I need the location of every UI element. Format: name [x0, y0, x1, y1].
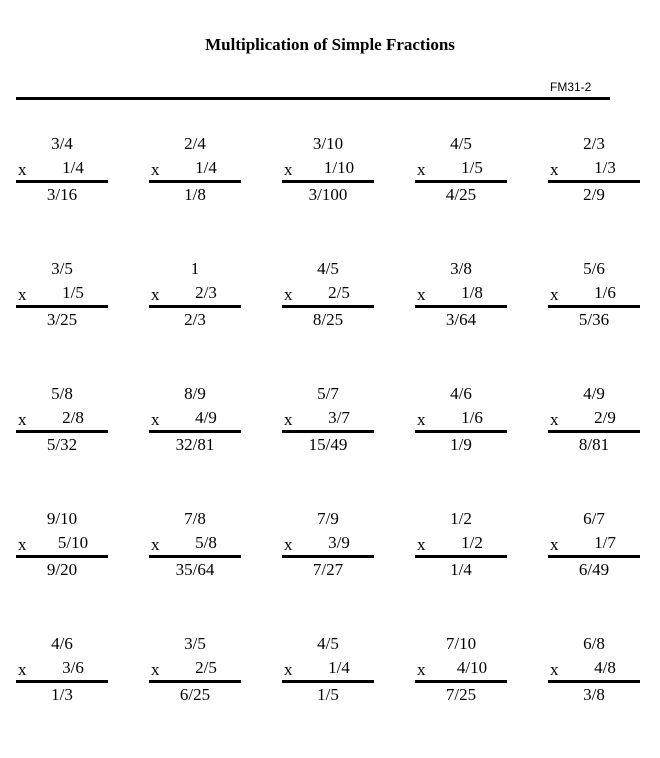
multiplier: 1/6: [461, 408, 483, 427]
answer-line: [415, 430, 507, 433]
times-sign: x: [417, 160, 426, 179]
problem: [282, 383, 374, 457]
problem: [282, 258, 374, 332]
answer-line: [415, 680, 507, 683]
multiplicand: 6/7: [583, 509, 605, 528]
multiplier: 1/2: [461, 533, 483, 552]
answer-line: [149, 680, 241, 683]
multiplier: 2/5: [328, 283, 350, 302]
answer-line: [149, 430, 241, 433]
problem: [415, 258, 507, 332]
times-sign: x: [550, 535, 559, 554]
times-sign: x: [417, 660, 426, 679]
answer-line: [548, 555, 640, 558]
multiplicand: 4/5: [450, 134, 472, 153]
multiplicand: 2/4: [184, 134, 206, 153]
answer-line: [282, 180, 374, 183]
answer-line: [282, 305, 374, 308]
problem: [16, 133, 108, 207]
answer: 3/16: [46, 185, 78, 204]
answer: 15/49: [308, 435, 348, 454]
answer-line: [548, 430, 640, 433]
times-sign: x: [151, 535, 160, 554]
times-sign: x: [284, 535, 293, 554]
times-sign: x: [18, 410, 27, 429]
problem: [548, 508, 640, 582]
times-sign: x: [151, 410, 160, 429]
answer: 5/32: [46, 435, 78, 454]
answer: 9/20: [46, 560, 78, 579]
multiplier: 4/8: [594, 658, 616, 677]
answer-line: [415, 555, 507, 558]
multiplicand: 7/10: [445, 634, 477, 653]
multiplicand: 3/5: [51, 259, 73, 278]
times-sign: x: [417, 285, 426, 304]
problem: [548, 133, 640, 207]
multiplier: 2/3: [195, 283, 217, 302]
multiplier: 5/10: [57, 533, 89, 552]
answer-line: [548, 305, 640, 308]
multiplier: 1/6: [594, 283, 616, 302]
multiplier: 2/5: [195, 658, 217, 677]
multiplier: 1/4: [195, 158, 217, 177]
problem: [415, 508, 507, 582]
multiplier: 1/8: [461, 283, 483, 302]
multiplier: 3/6: [62, 658, 84, 677]
multiplier: 1/3: [594, 158, 616, 177]
answer: 8/81: [578, 435, 610, 454]
answer: 7/27: [312, 560, 344, 579]
multiplicand: 8/9: [184, 384, 206, 403]
problem-row: [16, 258, 616, 383]
multiplier: 2/9: [594, 408, 616, 427]
problem: [548, 633, 640, 707]
problem-grid: [16, 133, 616, 758]
multiplier: 1/4: [328, 658, 350, 677]
multiplier: 1/5: [461, 158, 483, 177]
answer-line: [548, 180, 640, 183]
answer: 32/81: [175, 435, 215, 454]
multiplicand: 4/6: [51, 634, 73, 653]
times-sign: x: [18, 535, 27, 554]
answer-line: [282, 430, 374, 433]
multiplier: 1/7: [594, 533, 616, 552]
answer-line: [415, 180, 507, 183]
multiplier: 1/4: [62, 158, 84, 177]
multiplicand: 5/6: [583, 259, 605, 278]
problem: [149, 133, 241, 207]
multiplicand: 1: [190, 259, 200, 278]
times-sign: x: [417, 535, 426, 554]
multiplier: 2/8: [62, 408, 84, 427]
answer: 1/9: [450, 435, 472, 454]
problem: [282, 508, 374, 582]
answer: 8/25: [312, 310, 344, 329]
problem: [16, 258, 108, 332]
answer: 3/8: [583, 685, 605, 704]
answer: 1/5: [317, 685, 339, 704]
answer-line: [415, 305, 507, 308]
problem: [149, 258, 241, 332]
answer: 7/25: [445, 685, 477, 704]
times-sign: x: [550, 660, 559, 679]
problem: [415, 633, 507, 707]
answer: 2/3: [184, 310, 206, 329]
worksheet-code: FM31-2: [550, 80, 592, 94]
answer: 2/9: [583, 185, 605, 204]
page-title: Multiplication of Simple Fractions: [205, 35, 455, 54]
problem: [548, 383, 640, 457]
times-sign: x: [284, 660, 293, 679]
problem: [282, 633, 374, 707]
problem: [282, 133, 374, 207]
answer: 6/49: [578, 560, 610, 579]
times-sign: x: [18, 285, 27, 304]
multiplicand: 6/8: [583, 634, 605, 653]
answer-line: [16, 680, 108, 683]
times-sign: x: [151, 660, 160, 679]
times-sign: x: [550, 160, 559, 179]
answer: 1/4: [450, 560, 472, 579]
answer-line: [16, 555, 108, 558]
answer-line: [149, 305, 241, 308]
answer-line: [16, 180, 108, 183]
multiplicand: 3/10: [312, 134, 344, 153]
multiplier: 4/10: [456, 658, 488, 677]
answer: 3/64: [445, 310, 477, 329]
multiplicand: 2/3: [583, 134, 605, 153]
problem: [149, 633, 241, 707]
multiplicand: 9/10: [46, 509, 78, 528]
answer: 4/25: [445, 185, 477, 204]
problem: [415, 383, 507, 457]
problem: [16, 383, 108, 457]
multiplier: 1/10: [323, 158, 355, 177]
answer: 35/64: [175, 560, 215, 579]
multiplicand: 7/8: [184, 509, 206, 528]
problem: [415, 133, 507, 207]
problem-row: [16, 508, 616, 633]
multiplier: 1/5: [62, 283, 84, 302]
multiplicand: 5/7: [317, 384, 339, 403]
multiplier: 3/9: [328, 533, 350, 552]
problem-row: [16, 133, 616, 258]
times-sign: x: [151, 160, 160, 179]
multiplier: 4/9: [195, 408, 217, 427]
times-sign: x: [18, 660, 27, 679]
header-rule: [16, 97, 610, 100]
times-sign: x: [284, 160, 293, 179]
answer: 3/100: [308, 185, 348, 204]
answer-line: [149, 555, 241, 558]
multiplicand: 4/5: [317, 634, 339, 653]
problem: [16, 633, 108, 707]
answer-line: [282, 680, 374, 683]
multiplier: 3/7: [328, 408, 350, 427]
problem: [548, 258, 640, 332]
problem: [149, 383, 241, 457]
times-sign: x: [550, 410, 559, 429]
answer: 1/3: [51, 685, 73, 704]
answer-line: [16, 430, 108, 433]
times-sign: x: [417, 410, 426, 429]
answer: 1/8: [184, 185, 206, 204]
multiplicand: 4/9: [583, 384, 605, 403]
answer-line: [548, 680, 640, 683]
answer-line: [149, 180, 241, 183]
answer-line: [16, 305, 108, 308]
answer: 6/25: [179, 685, 211, 704]
times-sign: x: [550, 285, 559, 304]
answer-line: [282, 555, 374, 558]
multiplicand: 5/8: [51, 384, 73, 403]
multiplicand: 4/6: [450, 384, 472, 403]
multiplicand: 7/9: [317, 509, 339, 528]
problem-row: [16, 383, 616, 508]
answer: 3/25: [46, 310, 78, 329]
problem: [16, 508, 108, 582]
times-sign: x: [284, 285, 293, 304]
multiplicand: 1/2: [450, 509, 472, 528]
multiplier: 5/8: [195, 533, 217, 552]
times-sign: x: [18, 160, 27, 179]
problem: [149, 508, 241, 582]
multiplicand: 3/4: [51, 134, 73, 153]
multiplicand: 3/5: [184, 634, 206, 653]
multiplicand: 4/5: [317, 259, 339, 278]
multiplicand: 3/8: [450, 259, 472, 278]
times-sign: x: [151, 285, 160, 304]
problem-row: [16, 633, 616, 758]
times-sign: x: [284, 410, 293, 429]
answer: 5/36: [578, 310, 610, 329]
